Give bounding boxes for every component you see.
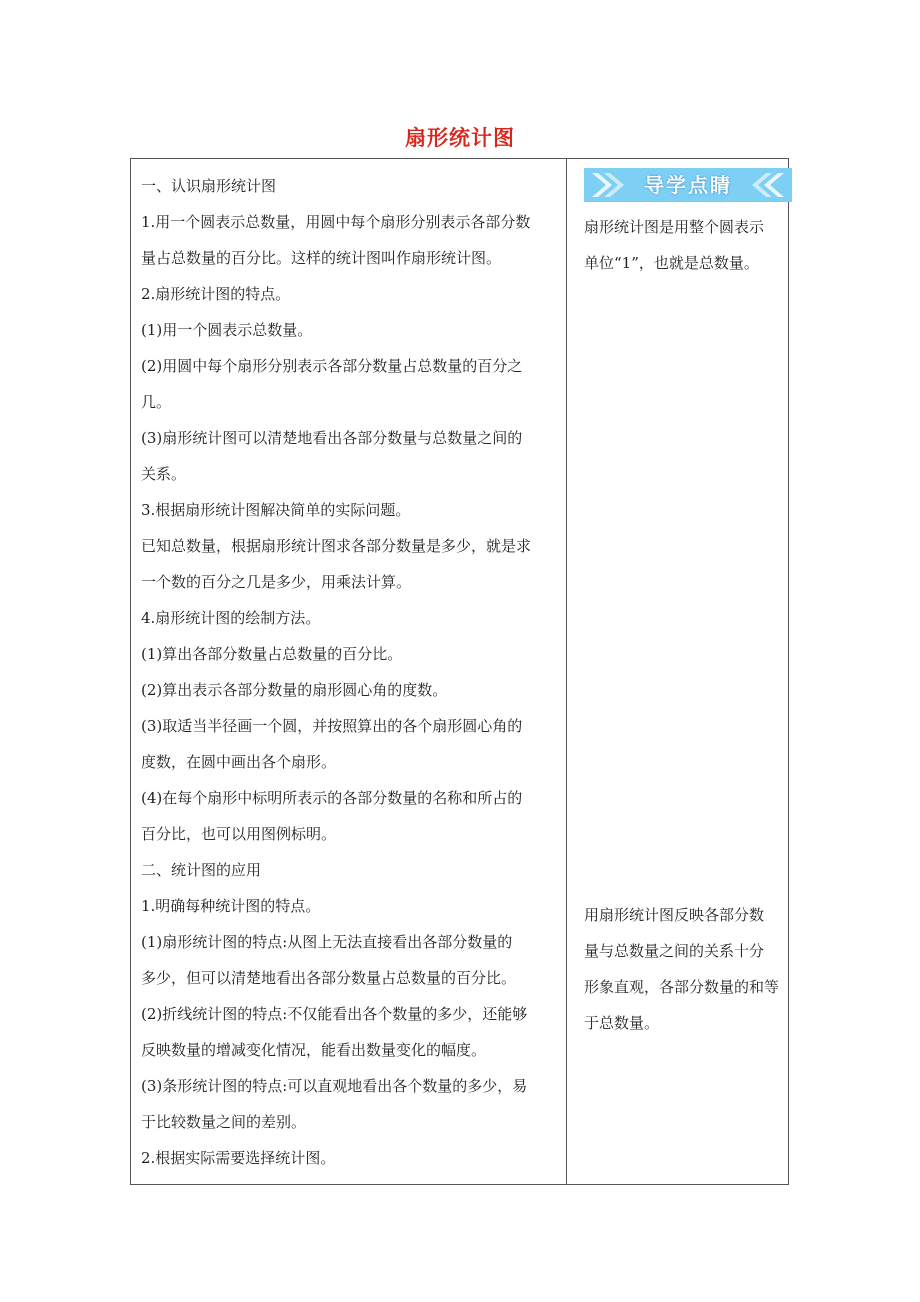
content-line: 于比较数量之间的差别。 (141, 1113, 307, 1131)
content-line: 已知总数量，根据扇形统计图求各部分数量是多少，就是求 (141, 537, 532, 555)
tip-note-2 (584, 897, 798, 1041)
content-line: 二、统计图的应用 (141, 861, 262, 879)
content-line: (2)算出表示各部分数量的扇形圆心角的度数。 (141, 681, 448, 699)
content-line: (1)用一个圆表示总数量。 (141, 321, 313, 339)
tip-line: 形象直观，各部分数量的和等 (584, 978, 780, 996)
content-line: 多少，但可以清楚地看出各部分数量占总数量的百分比。 (141, 969, 517, 987)
content-line: 一个数的百分之几是多少，用乘法计算。 (141, 573, 412, 591)
content-line: 量占总数量的百分比。这样的统计图叫作扇形统计图。 (141, 249, 502, 267)
content-line: (2)折线统计图的特点:不仅能看出各个数量的多少，还能够 (141, 1005, 528, 1023)
content-line: 3.根据扇形统计图解决简单的实际问题。 (141, 501, 411, 519)
tip-line: 于总数量。 (584, 1014, 660, 1032)
tip-line: 单位“1”，也就是总数量。 (584, 254, 759, 272)
content-line: 2.扇形统计图的特点。 (141, 285, 291, 303)
content-line: (4)在每个扇形中标明所表示的各部分数量的名称和所占的 (141, 789, 523, 807)
guide-badge (584, 168, 792, 202)
content-line: (1)扇形统计图的特点:从图上无法直接看出各部分数量的 (141, 933, 513, 951)
content-line: 2.根据实际需要选择统计图。 (141, 1149, 336, 1167)
content-line: (3)扇形统计图可以清楚地看出各部分数量与总数量之间的 (141, 429, 523, 447)
content-line: 度数，在圆中画出各个扇形。 (141, 753, 337, 771)
tip-line: 用扇形统计图反映各部分数 (584, 906, 765, 924)
tip-note-1 (584, 209, 794, 281)
content-line: (2)用圆中每个扇形分别表示各部分数量占总数量的百分之 (141, 357, 523, 375)
tip-line: 扇形统计图是用整个圆表示 (584, 218, 765, 236)
column-divider (566, 159, 567, 1184)
content-line: 1.明确每种统计图的特点。 (141, 897, 321, 915)
content-line: 百分比，也可以用图例标明。 (141, 825, 337, 843)
content-line: (3)条形统计图的特点:可以直观地看出各个数量的多少，易 (141, 1077, 528, 1095)
badge-label: 导学点睛 (644, 173, 732, 197)
content-line: 关系。 (141, 465, 187, 483)
content-line: (1)算出各部分数量占总数量的百分比。 (141, 645, 403, 663)
content-line: 几。 (141, 393, 172, 411)
content-table (130, 158, 789, 1185)
tip-line: 量与总数量之间的关系十分 (584, 942, 765, 960)
main-column (141, 168, 561, 1176)
content-line: 反映数量的增减变化情况，能看出数量变化的幅度。 (141, 1041, 487, 1059)
content-line: 一、认识扇形统计图 (141, 177, 277, 195)
content-line: 1.用一个圆表示总数量，用圆中每个扇形分别表示各部分数 (141, 213, 531, 231)
content-line: 4.扇形统计图的绘制方法。 (141, 609, 321, 627)
content-line: (3)取适当半径画一个圆，并按照算出的各个扇形圆心角的 (141, 717, 523, 735)
page-title: 扇形统计图 (405, 126, 515, 150)
